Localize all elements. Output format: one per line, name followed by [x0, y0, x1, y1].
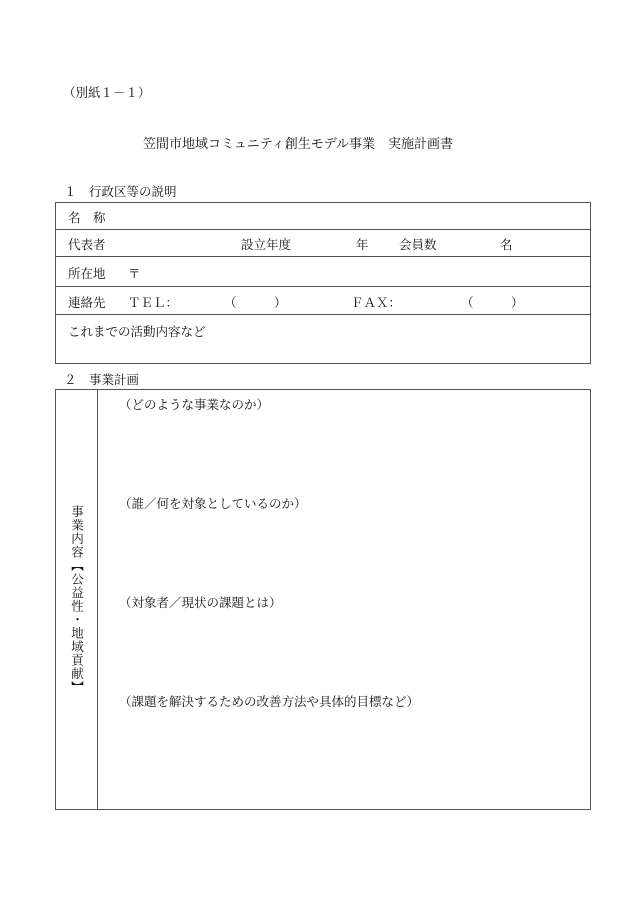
established-label: 設立年度	[241, 237, 292, 252]
organization-table	[55, 202, 591, 364]
address-row	[56, 257, 590, 287]
fax-paren: （ ）	[461, 295, 524, 310]
representative-label: 代表者	[68, 237, 106, 252]
address-label: 所在地	[68, 266, 106, 281]
attachment-label: （別紙１－１）	[63, 85, 151, 100]
tel-label: ＴＥＬ：	[128, 295, 179, 310]
year-unit: 年	[356, 237, 369, 252]
document-title: 笠間市地域コミュニティ創生モデル事業 実施計画書	[143, 137, 454, 152]
section1-heading: １ 行政区等の説明	[64, 184, 177, 199]
members-unit: 名	[500, 237, 513, 252]
representative-row	[56, 230, 590, 257]
prompt-what: （どのような事業なのか）	[119, 397, 270, 412]
contact-label: 連絡先	[68, 295, 106, 310]
prompt-target: （誰／何を対象としているのか）	[119, 496, 307, 511]
prompt-improvement: （課題を解決するための改善方法や具体的目標など）	[119, 694, 420, 709]
side-label: 事業内容【公益性・地域貢献】	[69, 505, 85, 694]
activities-label: これまでの活動内容など	[68, 324, 206, 339]
fax-label: ＦＡＸ：	[351, 295, 402, 310]
members-label: 会員数	[399, 237, 437, 252]
name-label: 名 称	[68, 210, 106, 225]
tel-paren: （ ）	[224, 295, 287, 310]
postal-mark: 〒	[128, 266, 141, 281]
prompt-issues: （対象者／現状の課題とは）	[119, 595, 282, 610]
contact-row	[56, 287, 590, 315]
name-row	[56, 203, 590, 230]
side-label-cell	[56, 390, 98, 809]
section2-heading: ２ 事業計画	[64, 372, 140, 387]
plan-table	[55, 389, 591, 810]
